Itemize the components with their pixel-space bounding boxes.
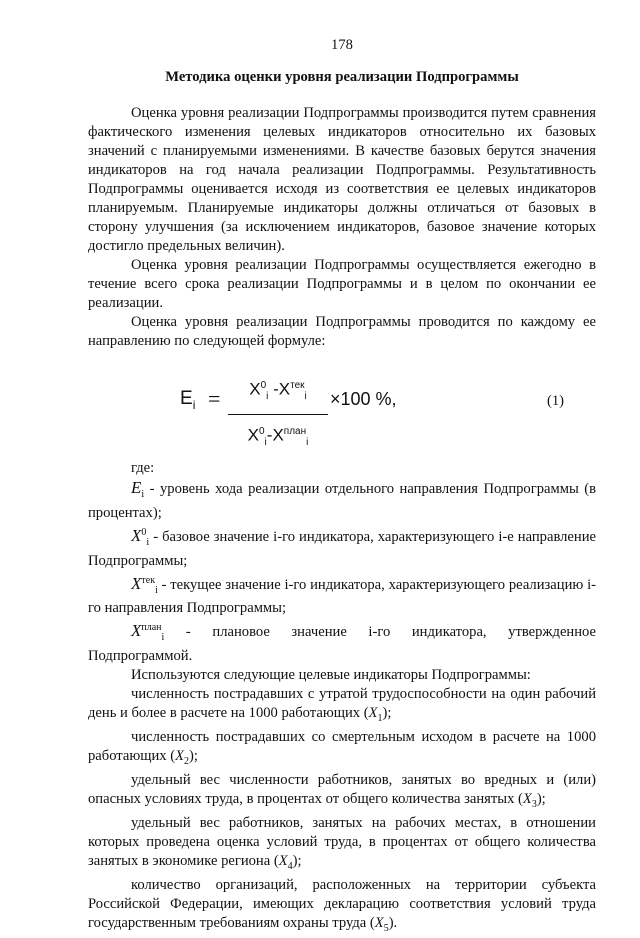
where-label: где:	[131, 460, 155, 476]
formula-equals: =	[208, 386, 221, 411]
indicator-item: удельный вес численности работников, занятых во вредных и (или) опасных условиях труда, в процентах от общего количества занятых $(X_3)$;	[88, 772, 596, 810]
formula-lhs: $E_i$	[180, 388, 196, 412]
section-title: Методика оценки уровня реализации Подпрограммы	[165, 69, 519, 85]
page-number: 178	[331, 37, 353, 53]
formula-block	[88, 365, 596, 455]
indicator-item: численность пострадавших с утратой трудоспособности на один рабочий день и более в расчете на 1000 работающих $(X_1)$;	[88, 686, 596, 725]
intro-paragraph-2: Оценка уровня реализации Подпрограммы осуществляется ежегодно в течение всего срока реализации Подпрограммы и в целом по окончании ее реализации.	[88, 257, 596, 311]
formula-denominator: $X^0_i-X^{план}_i$	[247, 425, 309, 449]
formula-numerator: $X^0_i$ $-X^{тек}_i$	[249, 379, 307, 403]
intro-paragraph-1: Оценка уровня реализации Подпрограммы производится путем сравнения фактического изменения целевых индикаторов относительно их базовых значений с планируемыми изменениями. В качестве базовых берутся значения индикаторов на год начала реализации Подпрограммы. Результативность Подпрограммы оценивается исходя из соответствия ее целевых индикаторов планируемым. Планируемые индикаторы должны отличаться от базовых в сторону улучшения (за исключением индикаторов, базовое значение которых достигло предельных величин).	[88, 105, 596, 254]
indicator-item: удельный вес работников, занятых на рабочих местах, в отношении которых проведена оценка условий труда, в процентах от общего количества занятых в экономике региона $(X_4)$;	[88, 814, 596, 872]
formula-fraction	[228, 369, 328, 460]
definition-x0: $X^0_i$ - базовое значение i-го индикатора, характеризующего i-е направление Подпрограммы;	[88, 525, 596, 569]
definition-xtek: $X^{тек}_i$ - текущее значение i-го индикатора, характеризующего реализацию i-го направления Подпрограммы;	[88, 573, 596, 617]
formula-number: (1)	[546, 393, 564, 409]
formula-multiplier: ×100 %,	[330, 389, 397, 409]
indicator-item: численность пострадавших со смертельным исходом в расчете на 1000 работающих $(X_2)$;	[88, 729, 596, 768]
indicator-item: количество организаций, расположенных на территории субъекта Российской Федерации, имеющих декларацию соответствия условий труда государственным требованиям охраны труда $(X_5)$.	[88, 876, 596, 934]
indicators-intro: Используются следующие целевые индикаторы Подпрограммы:	[131, 667, 531, 684]
intro-paragraph-3: Оценка уровня реализации Подпрограммы проводится по каждому ее направлению по следующей формуле:	[88, 314, 596, 349]
definition-e: $E_i$ - уровень хода реализации отдельного направления Подпрограммы (в процентах);	[88, 478, 596, 521]
definition-xplan: $X^{план}_i$ - плановое значение i-го индикатора, утвержденное Подпрограммой.	[88, 621, 596, 665]
document-page	[88, 36, 596, 938]
